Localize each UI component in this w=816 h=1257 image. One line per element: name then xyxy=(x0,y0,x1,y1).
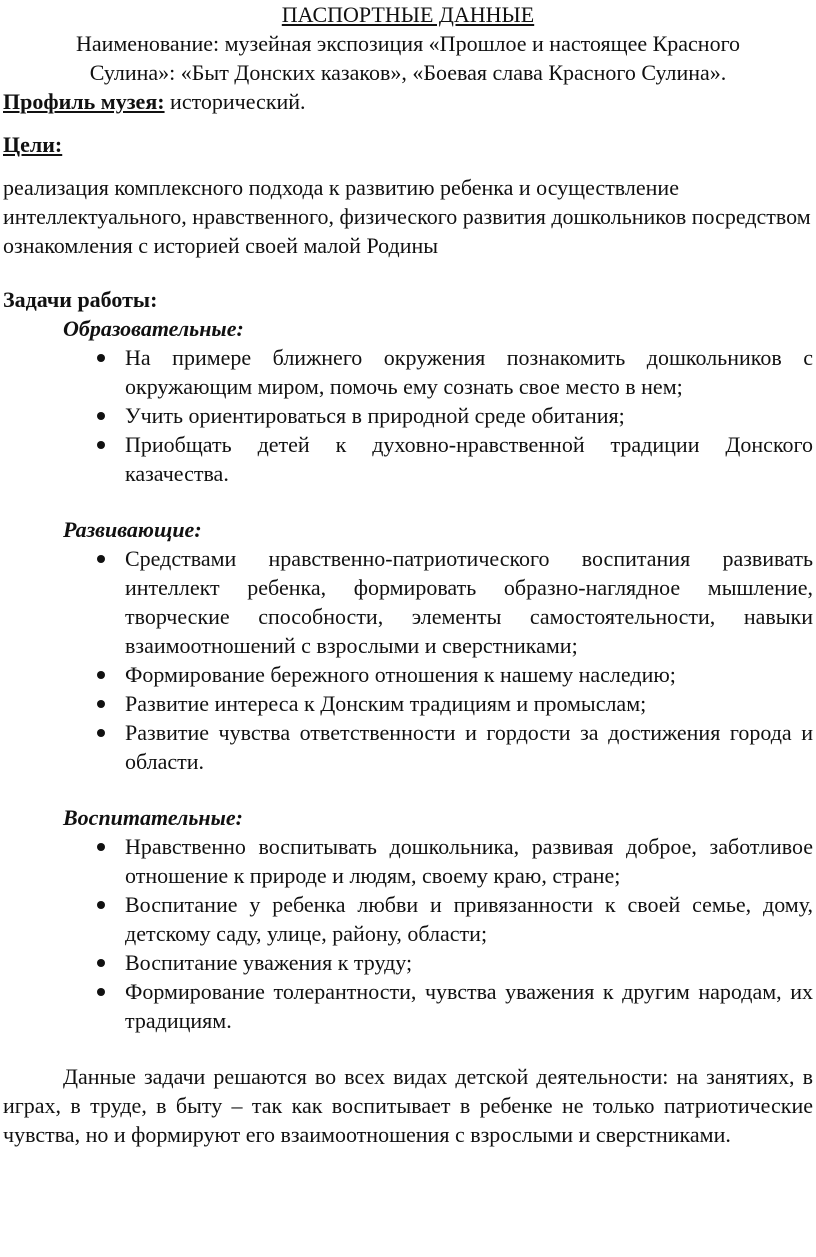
list-item: Приобщать детей к духовно-нравственной традиции Донского казачества. xyxy=(125,432,813,486)
developmental-list xyxy=(3,544,813,776)
list-item: На примере ближнего окружения познакомить дошкольников с окружающим миром, помочь ему сознать свое место в нем; xyxy=(125,345,813,399)
section-heading-developmental: Развивающие: xyxy=(63,517,202,542)
list-item: Воспитание у ребенка любви и привязанности к своей семье, дому, детскому саду, улице, району, области; xyxy=(125,892,813,946)
list-item: Формирование бережного отношения к нашему наследию; xyxy=(125,660,813,689)
section-heading-educational: Образовательные: xyxy=(63,316,244,341)
museum-name-line-2: Сулина»: «Быт Донских казаков», «Боевая слава Красного Сулина». xyxy=(89,60,727,85)
list-item: Воспитание уважения к труду; xyxy=(125,948,813,977)
list-item: Учить ориентироваться в природной среде обитания; xyxy=(125,401,813,430)
tasks-label: Задачи работы: xyxy=(3,287,158,312)
profile-value: исторический. xyxy=(164,89,306,114)
museum-profile xyxy=(3,87,813,116)
goals-text: реализация комплексного подхода к развитию ребенка и осуществление интеллектуального, нравственного, физического развития дошкольников посредством ознакомления с историей своей малой Родины xyxy=(3,175,811,258)
goals-label: Цели: xyxy=(3,132,63,157)
museum-name-line-1: Наименование: музейная экспозиция «Прошлое и настоящее Красного xyxy=(75,31,741,56)
list-item: Развитие интереса к Донским традициям и промыслам; xyxy=(125,689,813,718)
educational-list xyxy=(3,343,813,488)
list-item: Средствами нравственно-патриотического воспитания развивать интеллект ребенка, формировать образно-наглядное мышление, творческие способности, элементы самостоятельности, навыки взаимоотношений с взрослыми и сверстниками; xyxy=(125,546,813,658)
list-item: Формирование толерантности, чувства уважения к другим народам, их традициям. xyxy=(125,979,813,1033)
upbringing-list xyxy=(3,832,813,1035)
list-item: Нравственно воспитывать дошкольника, развивая доброе, заботливое отношение к природе и людям, своему краю, стране; xyxy=(125,834,813,888)
profile-label: Профиль музея: xyxy=(3,89,165,114)
section-heading-upbringing: Воспитательные: xyxy=(63,805,243,830)
conclusion-paragraph: Данные задачи решаются во всех видах детской деятельности: на занятиях, в играх, в труде, в быту – так как воспитывает в ребенке не только патриотические чувства, но и формируют его взаимоотношения с взрослыми и сверстниками. xyxy=(3,1064,813,1147)
page-title: ПАСПОРТНЫЕ ДАННЫЕ xyxy=(281,2,535,27)
list-item: Развитие чувства ответственности и гордости за достижения города и области. xyxy=(125,720,813,774)
